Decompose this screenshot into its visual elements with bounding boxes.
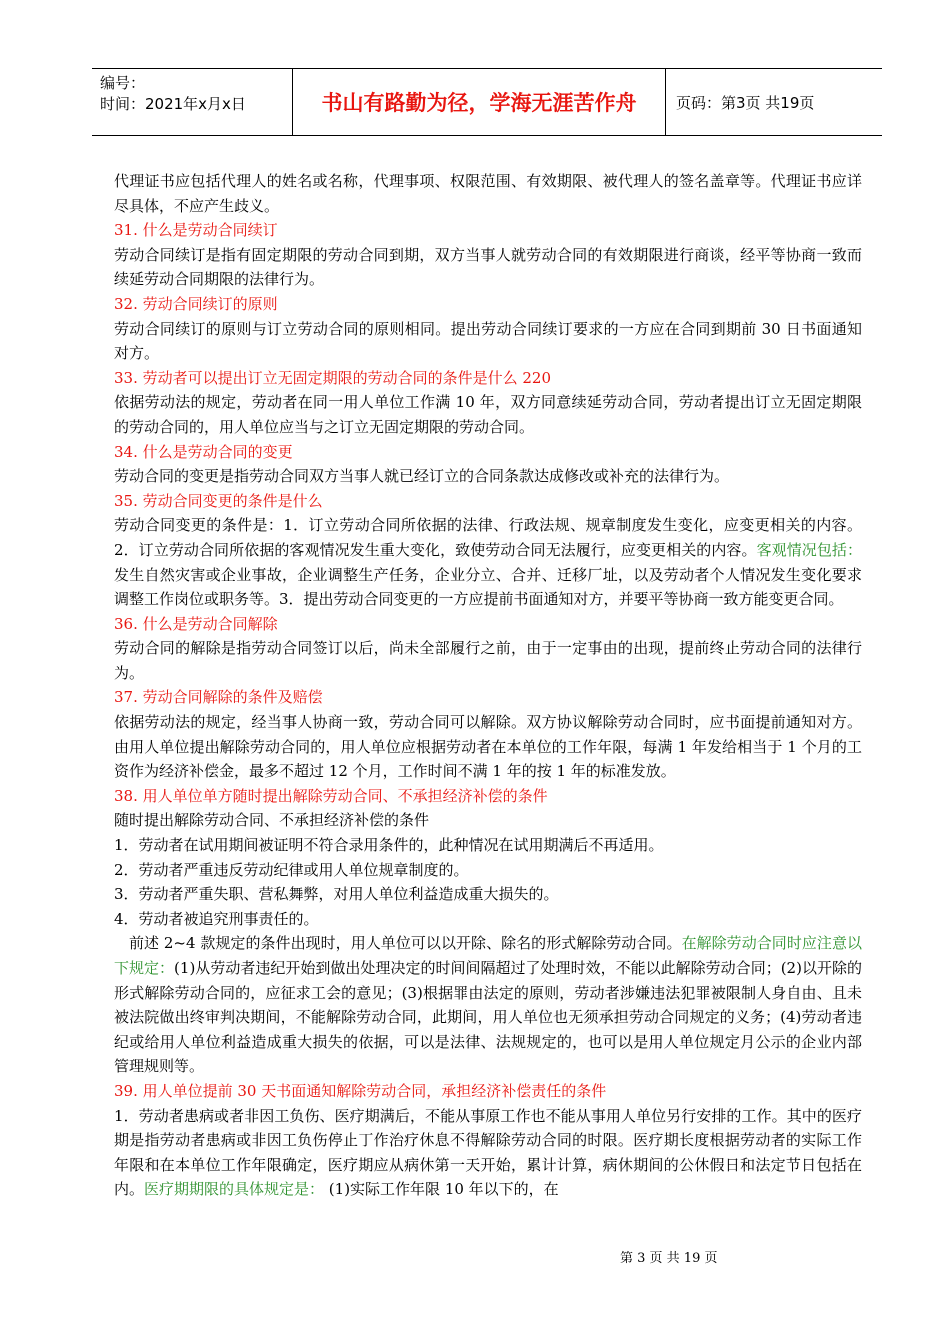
paragraph-text: 劳动合同变更的条件是：1．订立劳动合同所依据的法律、行政法规、规章制度发生变化，应变更相关的内容。2．订立劳动合同所依据的客观情况发生重大变化，致使劳动合同无法履行，应变更相关的内容。 xyxy=(114,516,862,559)
header-meta-cell xyxy=(92,69,293,135)
body-paragraph: 劳动合同的变更是指劳动合同双方当事人就已经订立的合同条款达成修改或补充的法律行为。 xyxy=(114,467,730,486)
body-paragraph: 3．劳动者严重失职、营私舞弊，对用人单位利益造成重大损失的。 xyxy=(114,885,559,904)
body-paragraph: 劳动合同的解除是指劳动合同签订以后，尚未全部履行之前，由于一定事由的出现，提前终止劳动合同的法律行为。 xyxy=(114,639,862,682)
highlighted-phrase: 医疗期期限的具体规定是： xyxy=(144,1180,325,1199)
paragraph-text: 前述 2~4 款规定的条件出现时，用人单位可以以开除、除名的形式解除劳动合同。 xyxy=(129,934,682,953)
document-body xyxy=(114,169,862,1202)
paragraph-text: (1)从劳动者违纪开始到做出处理决定的时间间隔超过了处理时效，不能以此解除劳动合同；(2)以开除的形式解除劳动合同的，应征求工会的意见；(3)根据罪由法定的原则，劳动者涉嫌违法犯罪被限制人身自由、且未被法院做出终审判决期间，不能解除劳动合同，此期间，用人单位也无须承担劳动合同规定的义务；(4)劳动者违纪或给用人单位利益造成重大损失的依据，可以是法律、法规规定的，也可以是用人单位规定月公示的企业内部管理规则等。 xyxy=(114,959,862,1076)
body-paragraph xyxy=(114,1104,862,1202)
header-page-code: 页码：第3页 共19页 xyxy=(676,93,815,112)
paragraph-text: 发生自然灾害或企业事故，企业调整生产任务，企业分立、合并、迁移厂址，以及劳动者个人情况发生变化要求调整工作岗位或职务等。3．提出劳动合同变更的一方应提前书面通知对方，并要平等协商一致方能变更合同。 xyxy=(114,565,862,609)
section-heading: 35. 劳动合同变更的条件是什么 xyxy=(114,491,323,510)
document-header xyxy=(92,68,882,136)
section-heading: 31. 什么是劳动合同续订 xyxy=(114,221,278,240)
body-paragraph: 劳动合同续订是指有固定期限的劳动合同到期，双方当事人就劳动合同的有效期限进行商谈，经平等协商一致而续延劳动合同期限的法律行为。 xyxy=(114,245,862,289)
section-heading: 39. 用人单位提前 30 天书面通知解除劳动合同，承担经济补偿责任的条件 xyxy=(114,1081,607,1100)
highlighted-phrase: 在解除劳动合同时应注意以下规定： xyxy=(114,934,862,977)
body-paragraph: 4．劳动者被追究刑事责任的。 xyxy=(114,909,319,928)
section-heading: 33. 劳动者可以提出订立无固定期限的劳动合同的条件是什么 220 xyxy=(114,368,552,387)
body-paragraph: 依据劳动法的规定，劳动者在同一用人单位工作满 10 年，双方同意续延劳动合同，劳动者提出订立无固定期限的劳动合同的，用人单位应当与之订立无固定期限的劳动合同。 xyxy=(114,393,862,436)
body-paragraph: 依据劳动法的规定，经当事人协商一致，劳动合同可以解除。双方协议解除劳动合同时，应书面提前通知对方。由用人单位提出解除劳动合同的，用人单位应根据劳动者在本单位的工作年限，每满 1 年发给相当于 1 个月的工资作为经济补偿金，最多不超过 12 个月，工作时间不满 1 年的按 1 年的标准发放。 xyxy=(114,713,862,781)
body-paragraph: 2．劳动者严重违反劳动纪律或用人单位规章制度的。 xyxy=(114,860,469,879)
section-heading: 32. 劳动合同续订的原则 xyxy=(114,294,278,313)
paragraph-text: (1)实际工作年限 10 年以下的，在 xyxy=(324,1180,559,1199)
page-footer: 第 3 页 共 19 页 xyxy=(620,1251,718,1266)
time-label: 时间：2021年x月x日 xyxy=(100,95,246,113)
body-paragraph xyxy=(114,513,862,611)
highlighted-phrase: 客观情况包括： xyxy=(756,540,862,559)
section-heading: 36. 什么是劳动合同解除 xyxy=(114,614,278,633)
body-paragraph xyxy=(114,931,862,1079)
paragraph-text: 1．劳动者患病或者非因工负伤、医疗期满后，不能从事原工作也不能从事用人单位另行安排的工作。其中的医疗期是指劳动者患病或非因工负伤停止丁作治疗休息不得解除劳动合同的时限。医疗期长度根据劳动者的实际工作年限和在本单位工作年限确定，医疗期应从病休第一天开始，累计计算，病休期间的公休假日和法定节日包括在内。 xyxy=(114,1106,862,1199)
body-paragraph: 随时提出解除劳动合同、不承担经济补偿的条件 xyxy=(114,811,430,830)
body-paragraph: 1．劳动者在试用期间被证明不符合录用条件的，此种情况在试用期满后不再适用。 xyxy=(114,836,664,855)
body-paragraph: 劳动合同续订的原则与订立劳动合同的原则相同。提出劳动合同续订要求的一方应在合同到期前 30 日书面通知对方。 xyxy=(114,319,862,363)
section-heading: 38. 用人单位单方随时提出解除劳动合同、不承担经济补偿的条件 xyxy=(114,786,548,805)
header-motto: 书山有路勤为径，学海无涯苦作舟 xyxy=(293,69,666,135)
section-heading: 34. 什么是劳动合同的变更 xyxy=(114,442,293,461)
section-heading: 37. 劳动合同解除的条件及赔偿 xyxy=(114,688,323,707)
serial-label: 编号： xyxy=(100,74,146,92)
body-paragraph: 代理证书应包括代理人的姓名或名称，代理事项、权限范围、有效期限、被代理人的签名盖章等。代理证书应详尽具体，不应产生歧义。 xyxy=(114,172,862,215)
